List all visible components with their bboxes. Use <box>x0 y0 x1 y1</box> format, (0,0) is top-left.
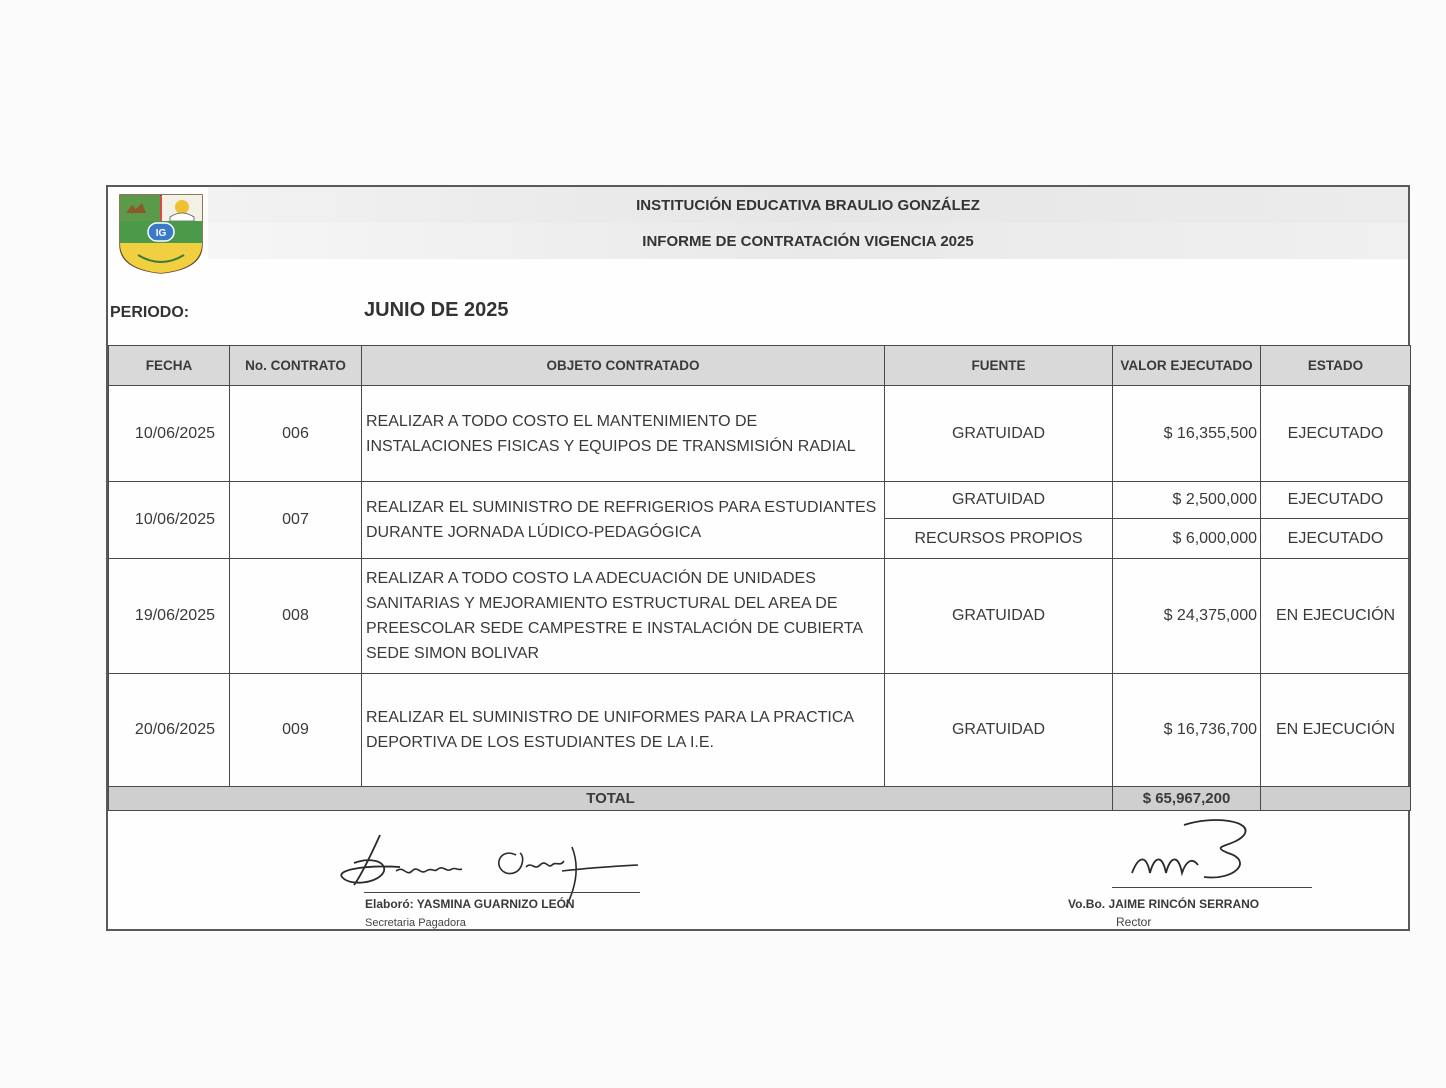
cell-estado: EN EJECUCIÓN <box>1261 674 1411 787</box>
report-title: INFORME DE CONTRATACIÓN VIGENCIA 2025 <box>208 223 1408 259</box>
objeto-line: SEDE SIMON BOLIVAR <box>366 645 540 662</box>
column-header-fecha: FECHA <box>109 346 230 386</box>
objeto-line: PREESCOLAR SEDE CAMPESTRE E INSTALACIÓN DE CUBIERTA <box>366 620 863 637</box>
period-label: PERIODO: <box>110 304 190 321</box>
total-row <box>109 787 1411 811</box>
svg-text:IG: IG <box>155 228 167 239</box>
objeto-line: REALIZAR A TODO COSTO EL MANTENIMIENTO DE <box>366 412 758 430</box>
elaboro-name: YASMINA GUARNIZO LEÓN <box>416 897 575 911</box>
vobo-text <box>1068 897 1259 911</box>
cell-valor: $ 16,355,500 <box>1113 386 1261 482</box>
cell-fecha: 19/06/2025 <box>109 559 230 674</box>
period-value: JUNIO DE 2025 <box>364 299 509 321</box>
cell-objeto <box>362 482 885 559</box>
column-header-valor: VALOR EJECUTADO <box>1113 346 1261 386</box>
cell-fuente: GRATUIDAD <box>885 559 1113 674</box>
elaboro-text <box>365 897 575 911</box>
table-row <box>109 674 1411 787</box>
cell-valor: $ 6,000,000 <box>1113 519 1261 559</box>
cell-contrato: 007 <box>230 482 362 559</box>
column-header-contrato: No. CONTRATO <box>230 346 362 386</box>
cell-fecha: 20/06/2025 <box>109 674 230 787</box>
vobo-role: Rector <box>1116 915 1152 929</box>
contract-report-sheet <box>106 185 1410 931</box>
cell-estado: EJECUTADO <box>1261 386 1411 482</box>
total-blank-cell <box>1261 787 1411 811</box>
objeto-line: DEPORTIVA DE LOS ESTUDIANTES DE LA I.E. <box>366 734 714 751</box>
objeto-line: REALIZAR EL SUMINISTRO DE REFRIGERIOS PARA ESTUDIANTES <box>366 499 877 516</box>
vobo-label: Vo.Bo. <box>1068 897 1106 911</box>
elaboro-label: Elaboró: <box>365 897 414 911</box>
column-header-objeto: OBJETO CONTRATADO <box>362 346 885 386</box>
cell-fuente: GRATUIDAD <box>885 482 1113 519</box>
vobo-name: JAIME RINCÓN SERRANO <box>1108 897 1260 911</box>
table-row <box>109 559 1411 674</box>
objeto-line: REALIZAR EL SUMINISTRO DE UNIFORMES PARA LA PRACTICA <box>366 709 855 726</box>
cell-objeto <box>362 674 885 787</box>
table-header-row <box>109 346 1411 386</box>
elaboro-role: Secretaria Pagadora <box>365 917 466 929</box>
cell-estado: EJECUTADO <box>1261 519 1411 559</box>
objeto-line: INSTALACIONES FISICAS Y EQUIPOS DE TRANSMISIÓN RADIAL <box>366 437 856 455</box>
objeto-line: DURANTE JORNADA LÚDICO-PEDAGÓGICA <box>366 524 702 541</box>
institution-shield-logo <box>118 193 204 275</box>
table-row <box>109 386 1411 482</box>
signature-line-elaboro <box>364 892 640 893</box>
signature-vobo <box>1124 817 1274 897</box>
cell-contrato: 008 <box>230 559 362 674</box>
total-value: $ 65,967,200 <box>1113 787 1261 811</box>
table-row <box>109 482 1411 519</box>
cell-fuente: GRATUIDAD <box>885 674 1113 787</box>
contracts-table <box>108 345 1411 811</box>
cell-fecha: 10/06/2025 <box>109 482 230 559</box>
cell-fecha: 10/06/2025 <box>109 386 230 482</box>
cell-contrato: 009 <box>230 674 362 787</box>
cell-fuente: RECURSOS PROPIOS <box>885 519 1113 559</box>
column-header-fuente: FUENTE <box>885 346 1113 386</box>
cell-estado: EN EJECUCIÓN <box>1261 559 1411 674</box>
cell-objeto <box>362 559 885 674</box>
cell-contrato: 006 <box>230 386 362 482</box>
cell-estado: EJECUTADO <box>1261 482 1411 519</box>
objeto-line: REALIZAR A TODO COSTO LA ADECUACIÓN DE UNIDADES <box>366 570 816 587</box>
signature-line-vobo <box>1112 887 1312 888</box>
total-label: TOTAL <box>109 787 1113 811</box>
institution-name: INSTITUCIÓN EDUCATIVA BRAULIO GONZÁLEZ <box>208 187 1408 223</box>
cell-fuente: GRATUIDAD <box>885 386 1113 482</box>
cell-valor: $ 2,500,000 <box>1113 482 1261 519</box>
cell-valor: $ 24,375,000 <box>1113 559 1261 674</box>
signature-area <box>108 817 1408 931</box>
column-header-estado: ESTADO <box>1261 346 1411 386</box>
cell-objeto <box>362 386 885 482</box>
cell-valor: $ 16,736,700 <box>1113 674 1261 787</box>
objeto-line: SANITARIAS Y MEJORAMIENTO ESTRUCTURAL DEL AREA DE <box>366 595 838 612</box>
